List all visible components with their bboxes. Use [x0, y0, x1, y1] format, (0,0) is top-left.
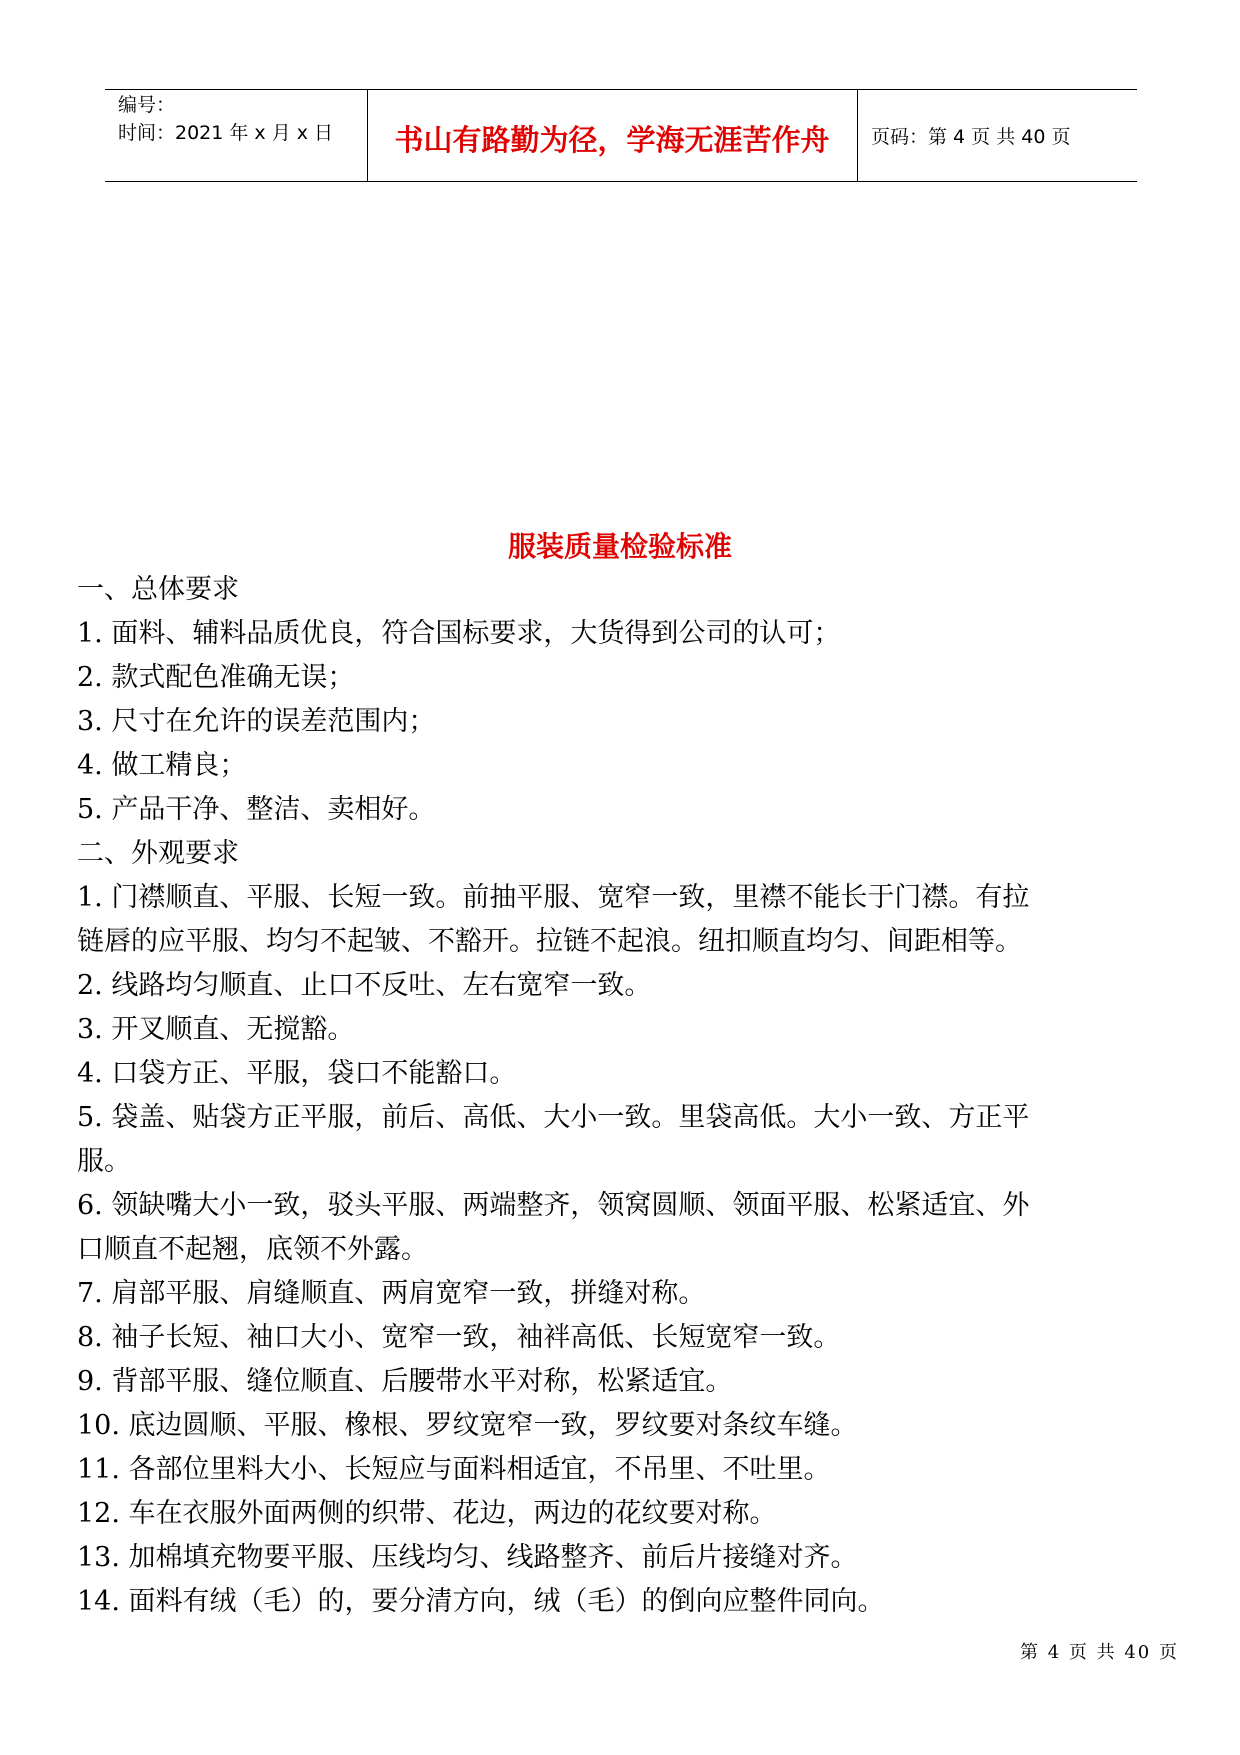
list-item: 5. 产品干净、整洁、卖相好。	[77, 794, 436, 825]
list-item-continuation: 服。	[77, 1146, 131, 1177]
list-item: 10. 底边圆顺、平服、橡根、罗纹宽窄一致，罗纹要对条纹车缝。	[77, 1410, 858, 1441]
list-item: 3. 开叉顺直、无搅豁。	[77, 1014, 355, 1045]
document-title: 服装质量检验标准	[507, 530, 732, 563]
list-item: 2. 线路均匀顺直、止口不反吐、左右宽窄一致。	[77, 970, 652, 1001]
list-item-continuation: 口顺直不起翘，底领不外露。	[77, 1234, 428, 1265]
list-item: 5. 袋盖、贴袋方正平服，前后、高低、大小一致。里袋高低。大小一致、方正平	[77, 1102, 1030, 1133]
document-body	[77, 568, 1177, 1624]
list-item: 8. 袖子长短、袖口大小、宽窄一致，袖袢高低、长短宽窄一致。	[77, 1322, 841, 1353]
list-item: 1. 面料、辅料品质优良，符合国标要求，大货得到公司的认可；	[77, 618, 841, 649]
section-heading: 二、外观要求	[77, 838, 239, 869]
list-item-continuation: 链唇的应平服、均匀不起皱、不豁开。拉链不起浪。纽扣顺直均匀、间距相等。	[77, 926, 1022, 957]
list-item: 11. 各部位里料大小、长短应与面料相适宜，不吊里、不吐里。	[77, 1454, 831, 1485]
list-item: 14. 面料有绒（毛）的，要分清方向，绒（毛）的倒向应整件同向。	[77, 1586, 885, 1617]
section-heading: 一、总体要求	[77, 574, 239, 605]
header-number-label: 编号：	[118, 94, 176, 116]
header-motto: 书山有路勤为径，学海无涯苦作舟	[394, 123, 830, 157]
list-item: 7. 肩部平服、肩缝顺直、两肩宽窄一致，拼缝对称。	[77, 1278, 706, 1309]
header-bottom-rule	[105, 181, 1137, 182]
header-divider-right	[857, 89, 858, 181]
header-page-label: 页码：第 4 页 共 40 页	[871, 126, 1071, 148]
list-item: 13. 加棉填充物要平服、压线均匀、线路整齐、前后片接缝对齐。	[77, 1542, 858, 1573]
list-item: 12. 车在衣服外面两侧的织带、花边，两边的花纹要对称。	[77, 1498, 777, 1529]
list-item: 4. 口袋方正、平服，袋口不能豁口。	[77, 1058, 517, 1089]
list-item: 6. 领缺嘴大小一致，驳头平服、两端整齐，领窝圆顺、领面平服、松紧适宜、外	[77, 1190, 1030, 1221]
list-item: 3. 尺寸在允许的误差范围内；	[77, 706, 436, 737]
list-item: 2. 款式配色准确无误；	[77, 662, 355, 693]
list-item: 9. 背部平服、缝位顺直、后腰带水平对称，松紧适宜。	[77, 1366, 733, 1397]
footer-page-number: 第 4 页 共 40 页	[1020, 1642, 1179, 1663]
list-item: 4. 做工精良；	[77, 750, 247, 781]
list-item: 1. 门襟顺直、平服、长短一致。前抽平服、宽窄一致，里襟不能长于门襟。有拉	[77, 882, 1030, 913]
header-time-label: 时间：2021 年 x 月 x 日	[118, 122, 334, 144]
header-top-rule	[105, 89, 1137, 90]
